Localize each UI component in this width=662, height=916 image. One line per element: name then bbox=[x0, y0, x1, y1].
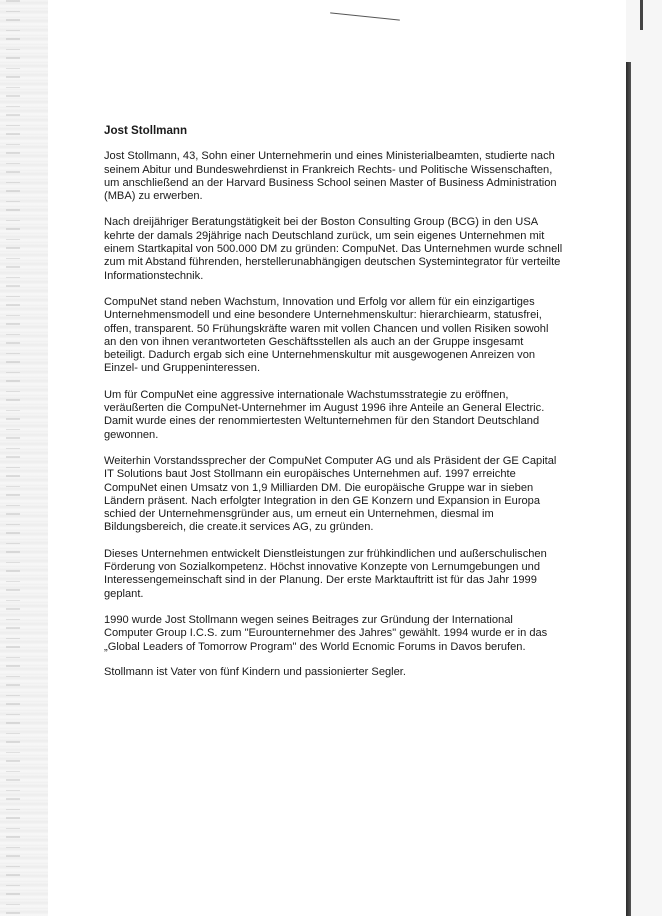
scan-top-tick bbox=[640, 0, 643, 30]
paragraph-culture: CompuNet stand neben Wachstum, Innovation und Erfolg vor allem für ein einzigartiges Unternehmensmodell und eine besondere Unternehmenskultur: hierarchiearm, statusfrei, offen, transparent. 50 Frühungskräfte waren mit vollen Chancen und vollen Risiken sowohl an den von ihnen verantworteten Geschäftsstellen als auch an der Gruppe insgesamt beteiligt. Dadurch ergab sich eine Unternehmenskultur mit ausgewogenen Anreizen von Einzel- und Gruppeninteressen. bbox=[104, 295, 549, 375]
paragraph-awards: 1990 wurde Jost Stollmann wegen seines Beitrages zur Gründung der International Computer Group I.C.S. zum "Eurounternehmer des Jahres" gewählt. 1994 wurde er in das „Global Leaders of Tomorrow Program" des World Ecnomic Forums in Davos berufen. bbox=[104, 613, 548, 653]
paragraph-education: Jost Stollmann, 43, Sohn einer Unternehmerin und eines Ministerialbeamten, studierte nach seinem Abitur und Bundeswehrdienst in Frankreich Rechts- und Politische Wissenschaften, um anschließend an der Harvard Business School seinen Master of Business Administration (MBA) zu erwerben. bbox=[104, 150, 557, 203]
document-page bbox=[104, 124, 564, 692]
paragraph-ge-sale: Um für CompuNet eine aggressive internationale Wachstumsstrategie zu eröffnen, veräußerten die CompuNet-Unternehmer im August 1996 ihre Anteile an General Electric. Damit wurde eines der renommiertesten Weltunternehmen für den Standort Deutschland gewonnen. bbox=[104, 388, 545, 441]
scan-left-edge-noise bbox=[0, 0, 48, 916]
paragraph-personal: Stollmann ist Vater von fünf Kindern und passionierter Segler. bbox=[104, 665, 406, 678]
paragraph-ge-capital: Weiterhin Vorstandssprecher der CompuNet Computer AG und als Präsident der GE Capital IT Solutions baut Jost Stollmann ein europäisches Unternehmen auf. 1997 erreichte CompuNet einen Umsatz von 1,9 Milliarden DM. Die europäische Gruppe war in sieben Ländern präsent. Nach erfolgter Integration in den GE Konzern und Expansion in Europa schied der Unternehmensgründer aus, um erneut ein Unternehmen, diesmal im Bildungsbereich, die create.it services AG, zu gründen. bbox=[104, 454, 557, 534]
paragraph-create-it: Dieses Unternehmen entwickelt Dienstleistungen zur frühkindlichen und außerschulischen Förderung von Sozialkompetenz. Höchst innovative Konzepte von Lernumgebungen und Interessengemeinschaft sind in der Planung. Der erste Marktauftritt ist für das Jahr 1999 geplant. bbox=[104, 547, 547, 600]
scan-right-edge-shadow bbox=[626, 0, 662, 916]
paragraph-founding: Nach dreijähriger Beratungstätigkeit bei der Boston Consulting Group (BCG) in den USA kehrte der damals 29jährige nach Deutschland zurück, um sein eigenes Unternehmen mit einem Startkapital von 500.000 DM zu gründen: CompuNet. Das Unternehmen wurde schnell zum mit Abstand führenden, herstellerunabhängigen deutschen Systemintegrator für verteilte Informationstechnik. bbox=[104, 216, 563, 282]
document-title: Jost Stollmann bbox=[104, 124, 188, 137]
scan-page-edge-bar bbox=[626, 62, 631, 916]
scan-stray-line bbox=[330, 12, 400, 20]
